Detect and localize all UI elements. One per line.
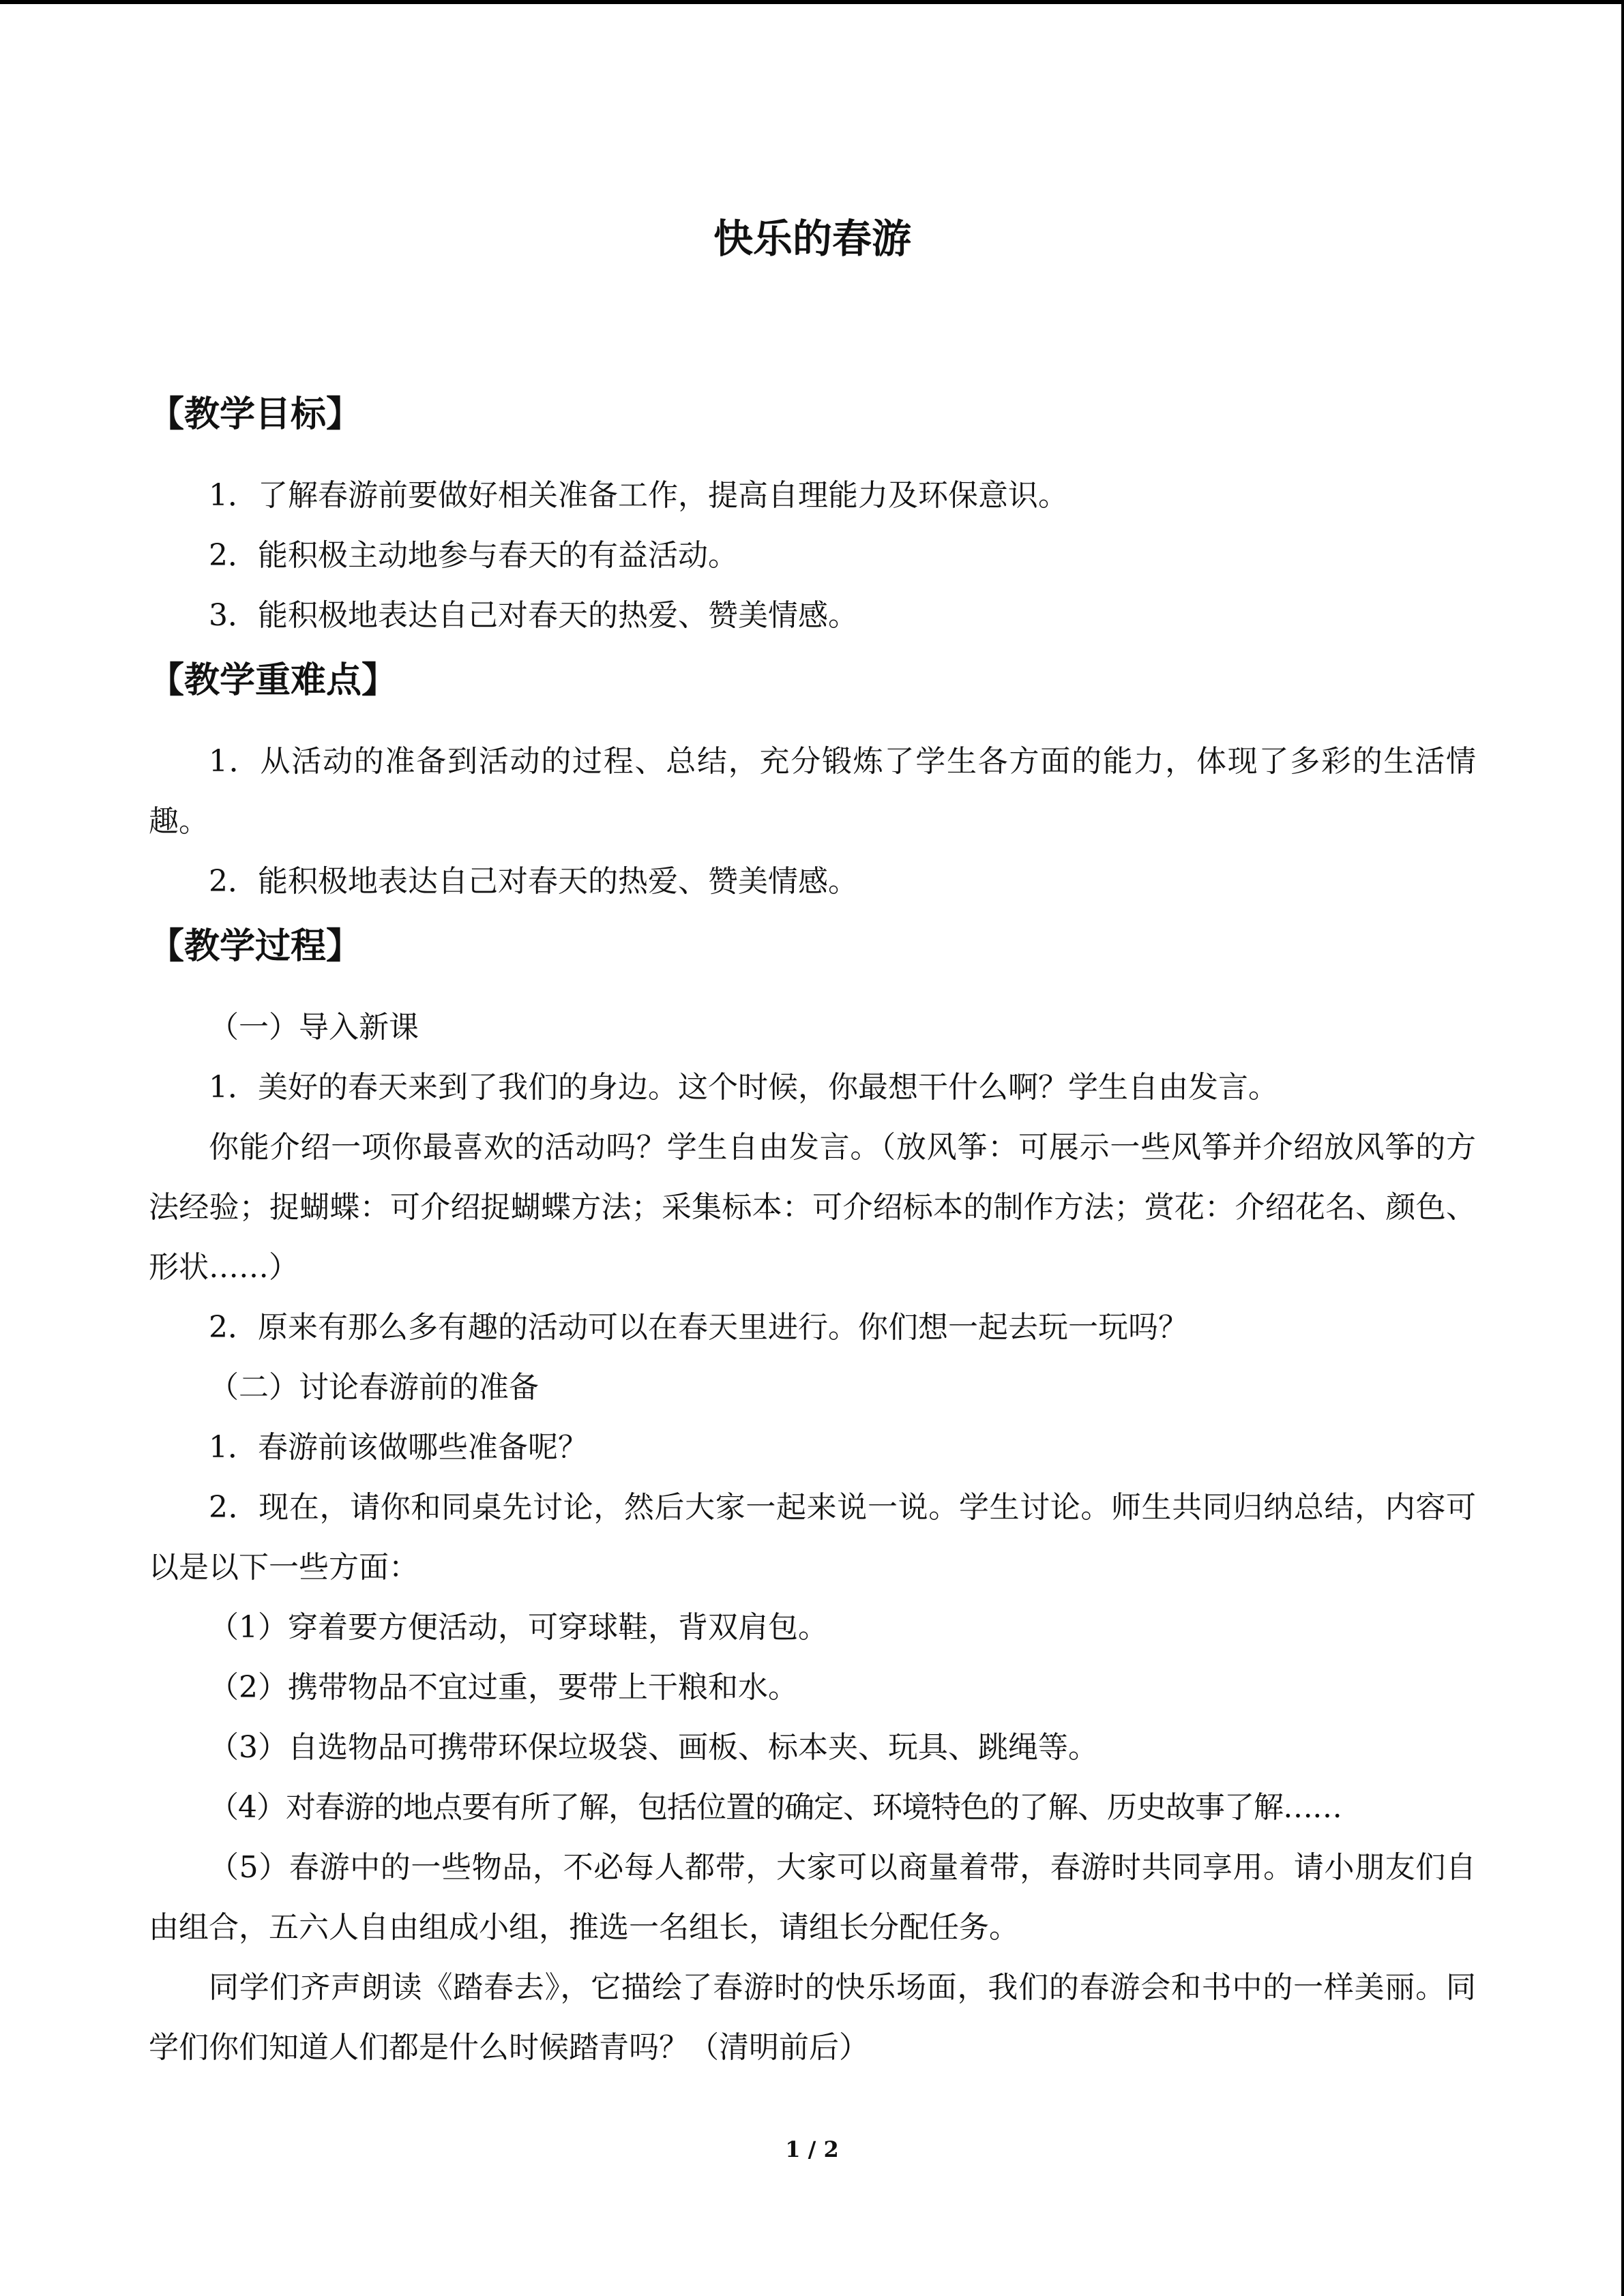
paragraph: 2．能积极主动地参与春天的有益活动。: [209, 538, 738, 573]
paragraph: 2．现在，请你和同桌先讨论，然后大家一起来说一说。学生讨论。师生共同归纳总结，内容可以是以下一些方面：: [149, 1490, 1476, 1585]
paragraph: 3．能积极地表达自己对春天的热爱、赞美情感。: [209, 598, 858, 633]
section-heading-objectives: 【教学目标】: [149, 394, 362, 435]
paragraph: 你能介绍一项你最喜欢的活动吗？学生自由发言。（放风筝：可展示一些风筝并介绍放风筝的方法经验；捉蝴蝶：可介绍捉蝴蝶方法；采集标本：可介绍标本的制作方法；赏花：介绍花名、颜色、形状……）: [149, 1130, 1476, 1285]
paragraph: 1．美好的春天来到了我们的身边。这个时候，你最想干什么啊？学生自由发言。: [209, 1070, 1278, 1105]
paragraph: 1．春游前该做哪些准备呢？: [209, 1430, 588, 1465]
paragraph: 同学们齐声朗读《踏春去》，它描绘了春游时的快乐场面，我们的春游会和书中的一样美丽。同学们你们知道人们都是什么时候踏青吗？（清明前后）: [149, 1970, 1476, 2065]
page-right-border: [1621, 0, 1624, 2296]
paragraph: （4）对春游的地点要有所了解，包括位置的确定、环境特色的了解、历史故事了解……: [209, 1790, 1342, 1825]
paragraph: （二）讨论春游前的准备: [209, 1370, 539, 1405]
section-heading-process: 【教学过程】: [149, 926, 362, 967]
paragraph: 2．原来有那么多有趣的活动可以在春天里进行。你们想一起去玩一玩吗？: [209, 1310, 1188, 1345]
paragraph: （2）携带物品不宜过重，要带上干粮和水。: [209, 1670, 798, 1705]
paragraph: 1．了解春游前要做好相关准备工作，提高自理能力及环保意识。: [209, 478, 1068, 513]
paragraph: 2．能积极地表达自己对春天的热爱、赞美情感。: [209, 864, 858, 899]
paragraph: （1）穿着要方便活动，可穿球鞋，背双肩包。: [209, 1610, 828, 1645]
paragraph: （一）导入新课: [209, 1010, 419, 1045]
page-number: 1 / 2: [785, 2136, 839, 2162]
document-title: 快乐的春游: [713, 215, 911, 262]
paragraph: （3）自选物品可携带环保垃圾袋、画板、标本夹、玩具、跳绳等。: [209, 1730, 1098, 1765]
paragraph: 1．从活动的准备到活动的过程、总结，充分锻炼了学生各方面的能力，体现了多彩的生活情趣。: [149, 744, 1476, 839]
section-heading-key-points: 【教学重难点】: [149, 660, 398, 701]
page-top-border: [0, 0, 1624, 4]
paragraph: （5）春游中的一些物品，不必每人都带，大家可以商量着带，春游时共同享用。请小朋友们自由组合，五六人自由组成小组，推选一名组长，请组长分配任务。: [149, 1850, 1476, 1945]
